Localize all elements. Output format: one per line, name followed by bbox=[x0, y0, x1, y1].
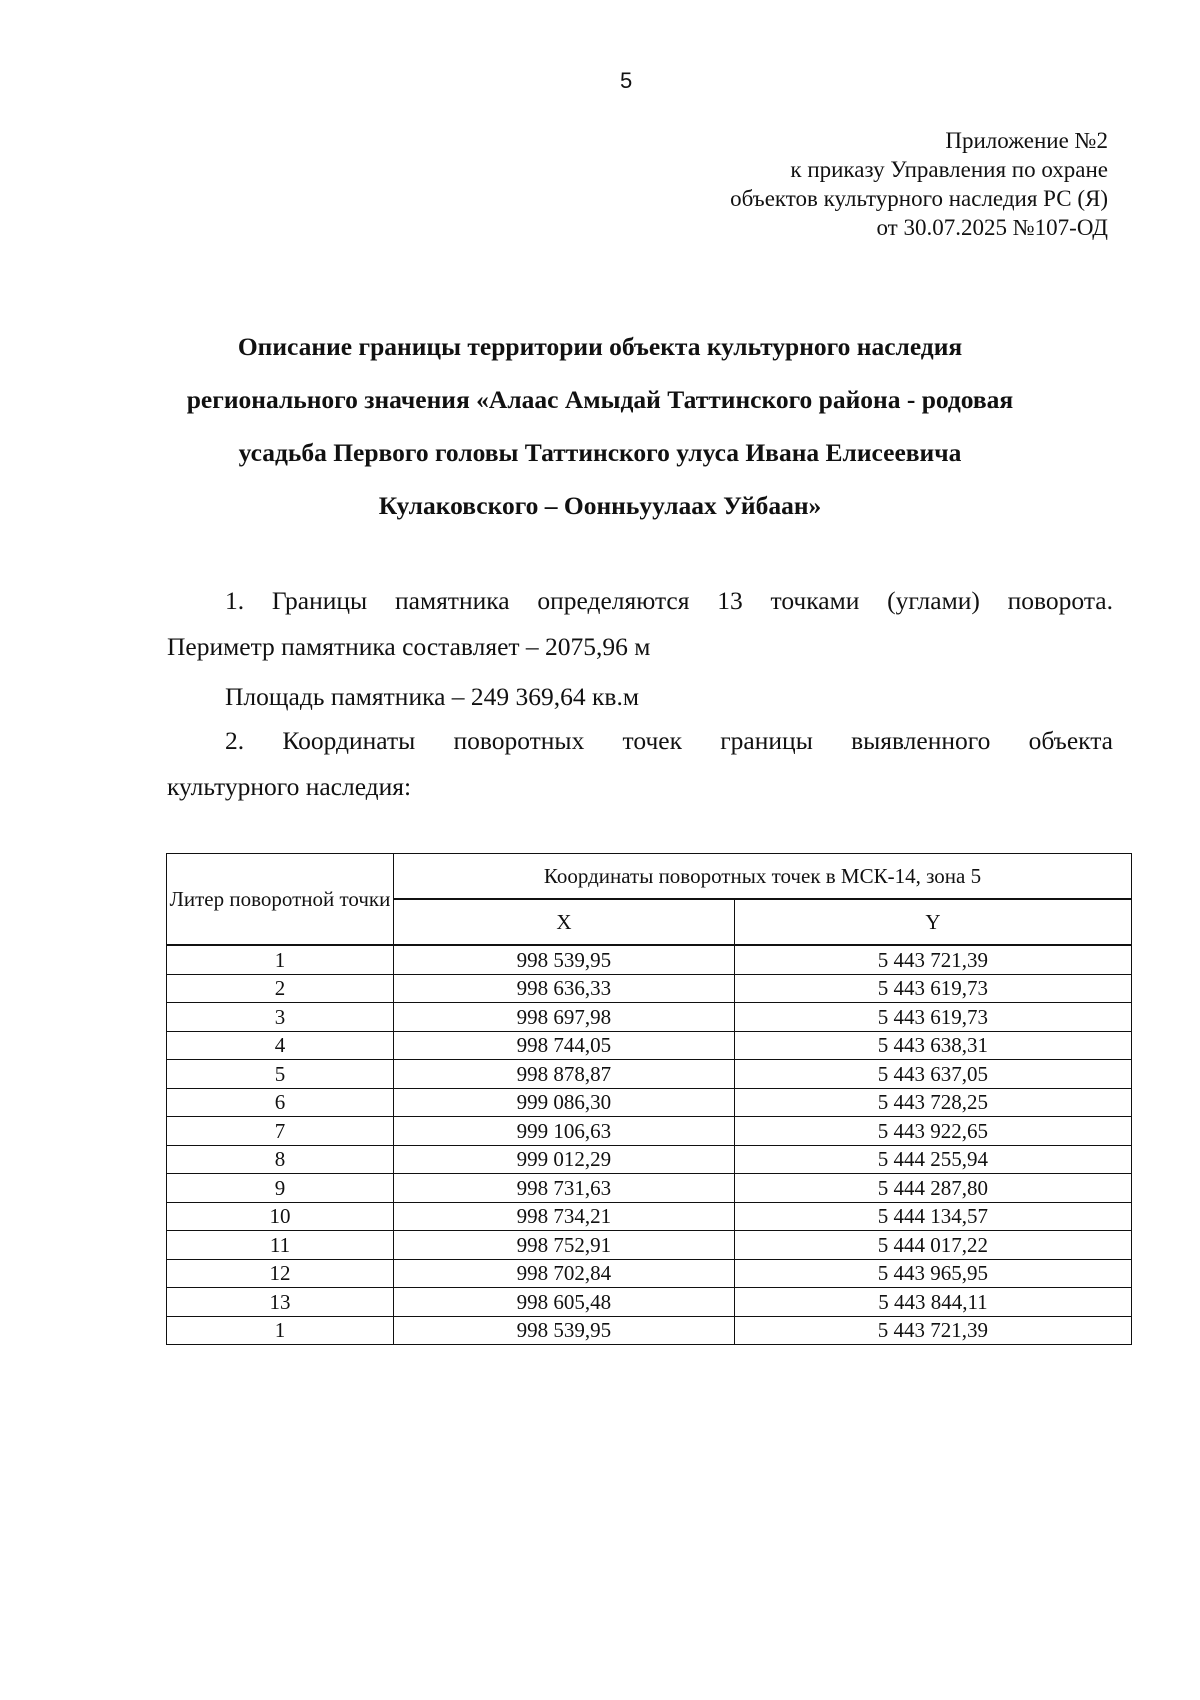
y-cell: 5 443 922,65 bbox=[734, 1117, 1131, 1146]
paragraph-line: культурного наследия: bbox=[167, 772, 412, 801]
y-cell: 5 443 619,73 bbox=[734, 1003, 1131, 1032]
x-cell: 998 744,05 bbox=[394, 1031, 735, 1060]
annex-line: к приказу Управления по охране bbox=[790, 157, 1108, 182]
y-cell: 5 444 134,57 bbox=[734, 1202, 1131, 1231]
x-cell: 998 734,21 bbox=[394, 1202, 735, 1231]
table-row bbox=[167, 1088, 1132, 1117]
point-cell: 4 bbox=[167, 1031, 394, 1060]
point-cell: 12 bbox=[167, 1259, 394, 1288]
annex-line: Приложение №2 bbox=[945, 128, 1108, 153]
document-title bbox=[150, 320, 1050, 532]
point-cell: 11 bbox=[167, 1231, 394, 1260]
x-cell: 999 086,30 bbox=[394, 1088, 735, 1117]
title-line: Описание границы территории объекта культурного наследия bbox=[237, 332, 963, 361]
table-row bbox=[167, 1288, 1132, 1317]
table-row bbox=[167, 1003, 1132, 1032]
point-cell: 7 bbox=[167, 1117, 394, 1146]
x-cell: 998 636,33 bbox=[394, 974, 735, 1003]
header-x: X bbox=[394, 899, 735, 945]
x-cell: 998 752,91 bbox=[394, 1231, 735, 1260]
table-row bbox=[167, 974, 1132, 1003]
y-cell: 5 443 638,31 bbox=[734, 1031, 1131, 1060]
table-body bbox=[167, 945, 1132, 1345]
paragraph-line: 1. Границы памятника определяются 13 точками (углами) поворота. bbox=[225, 586, 1113, 615]
paragraph-boundaries bbox=[167, 578, 1113, 670]
y-cell: 5 444 255,94 bbox=[734, 1145, 1131, 1174]
x-cell: 998 539,95 bbox=[394, 945, 735, 974]
table-row bbox=[167, 1031, 1132, 1060]
x-cell: 998 731,63 bbox=[394, 1174, 735, 1203]
title-line: регионального значения «Алаас Амыдай Таттинского района - родовая bbox=[186, 385, 1014, 414]
title-line: Кулаковского – Оонньуулаах Уйбаан» bbox=[378, 491, 822, 520]
header-point: Литер поворотной точки bbox=[167, 854, 394, 946]
y-cell: 5 443 728,25 bbox=[734, 1088, 1131, 1117]
table-row bbox=[167, 1231, 1132, 1260]
area-line: Площадь памятника – 249 369,64 кв.м bbox=[225, 682, 639, 711]
x-cell: 998 539,95 bbox=[394, 1316, 735, 1345]
y-cell: 5 443 721,39 bbox=[734, 945, 1131, 974]
x-cell: 998 878,87 bbox=[394, 1060, 735, 1089]
point-cell: 2 bbox=[167, 974, 394, 1003]
table-row bbox=[167, 1145, 1132, 1174]
x-cell: 998 702,84 bbox=[394, 1259, 735, 1288]
x-cell: 998 605,48 bbox=[394, 1288, 735, 1317]
header-y: Y bbox=[734, 899, 1131, 945]
point-cell: 1 bbox=[167, 1316, 394, 1345]
page-number: 5 bbox=[620, 68, 633, 93]
y-cell: 5 443 965,95 bbox=[734, 1259, 1131, 1288]
y-cell: 5 443 721,39 bbox=[734, 1316, 1131, 1345]
coordinates-table bbox=[166, 853, 1132, 1345]
annex-line: объектов культурного наследия РС (Я) bbox=[730, 186, 1108, 211]
table-row bbox=[167, 1316, 1132, 1345]
paragraph-line: 2. Координаты поворотных точек границы выявленного объекта bbox=[225, 726, 1113, 755]
table-row bbox=[167, 1174, 1132, 1203]
annex-block bbox=[730, 126, 1108, 242]
perimeter-line: Периметр памятника составляет – 2075,96 м bbox=[167, 632, 651, 661]
paragraph-area bbox=[167, 674, 1113, 720]
table-row bbox=[167, 1060, 1132, 1089]
point-cell: 9 bbox=[167, 1174, 394, 1203]
point-cell: 3 bbox=[167, 1003, 394, 1032]
table-row bbox=[167, 945, 1132, 974]
annex-line: от 30.07.2025 №107-ОД bbox=[876, 215, 1108, 240]
title-line: усадьба Первого головы Таттинского улуса Ивана Елисеевича bbox=[238, 438, 962, 467]
x-cell: 999 012,29 bbox=[394, 1145, 735, 1174]
point-cell: 6 bbox=[167, 1088, 394, 1117]
x-cell: 998 697,98 bbox=[394, 1003, 735, 1032]
x-cell: 999 106,63 bbox=[394, 1117, 735, 1146]
point-cell: 10 bbox=[167, 1202, 394, 1231]
point-cell: 5 bbox=[167, 1060, 394, 1089]
y-cell: 5 444 017,22 bbox=[734, 1231, 1131, 1260]
y-cell: 5 443 637,05 bbox=[734, 1060, 1131, 1089]
y-cell: 5 443 619,73 bbox=[734, 974, 1131, 1003]
point-cell: 8 bbox=[167, 1145, 394, 1174]
y-cell: 5 443 844,11 bbox=[734, 1288, 1131, 1317]
table-row bbox=[167, 1117, 1132, 1146]
paragraph-coordinates bbox=[167, 718, 1113, 810]
header-coordinates: Координаты поворотных точек в МСК-14, зона 5 bbox=[394, 854, 1132, 900]
table-row bbox=[167, 1202, 1132, 1231]
y-cell: 5 444 287,80 bbox=[734, 1174, 1131, 1203]
point-cell: 13 bbox=[167, 1288, 394, 1317]
point-cell: 1 bbox=[167, 945, 394, 974]
table-row bbox=[167, 1259, 1132, 1288]
